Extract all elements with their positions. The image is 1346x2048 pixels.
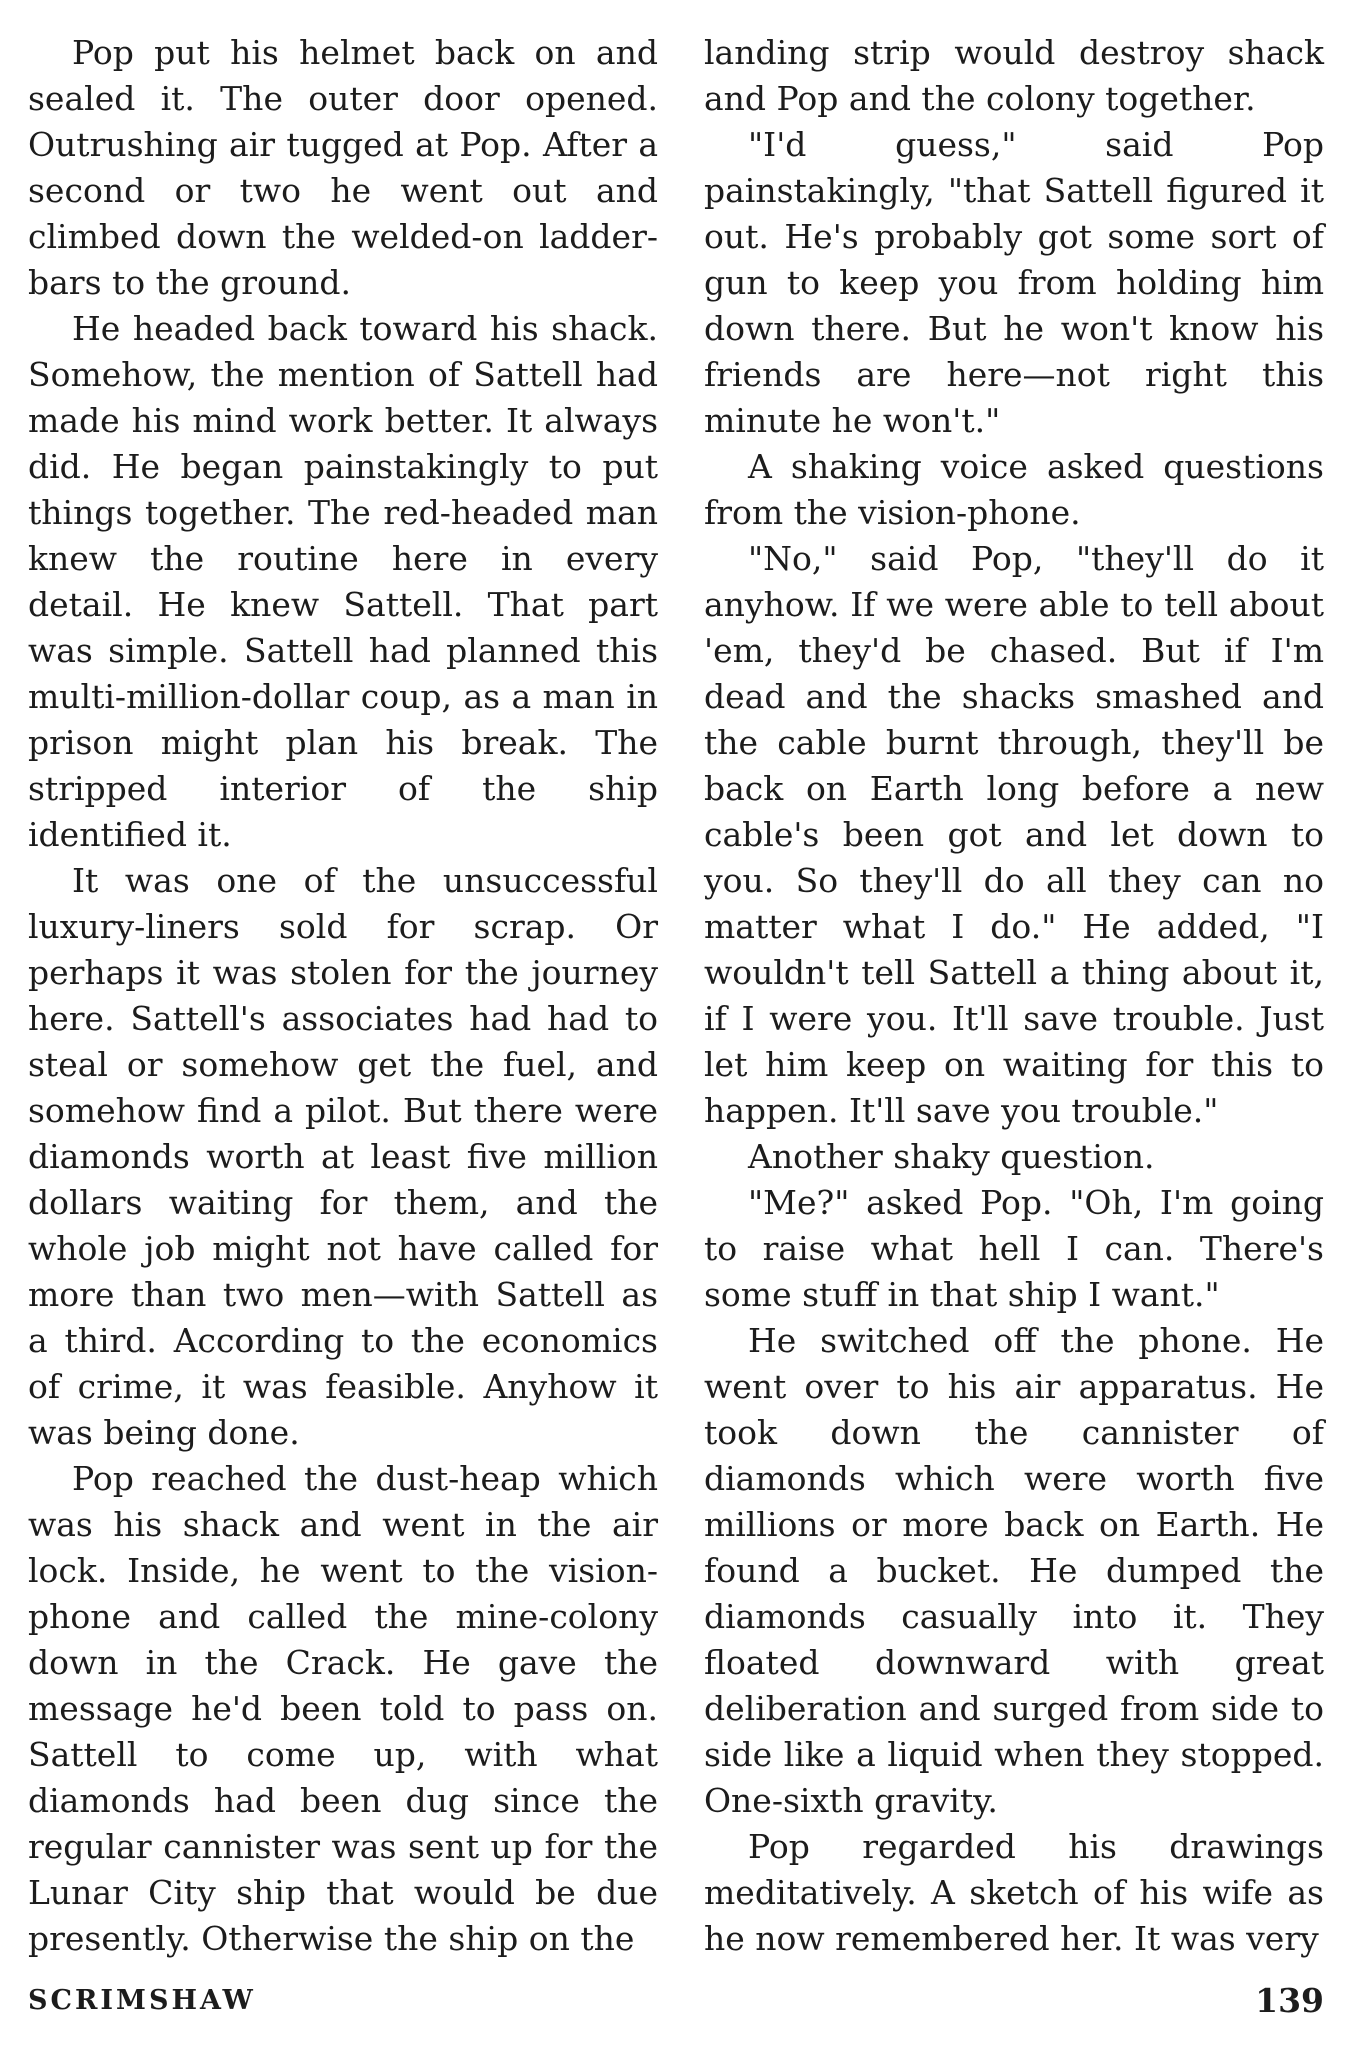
right-column: [704, 30, 1324, 1962]
paragraph: Pop put his helmet back on and sealed it. The outer door opened. Outrushing air tugged at Pop. After a second or two he went out and climbed down the welded-on ladder-bars to the ground.: [28, 33, 658, 302]
paragraph: A shaking voice asked questions from the vision-phone.: [704, 447, 1324, 532]
paragraph: He switched off the phone. He went over to his air apparatus. He took down the cannister of diamonds which were worth five millions or more back on Earth. He found a bucket. He dumped the diamonds casually into it. They floated downward with great deliberation and surged from side to side like a liquid when they stopped. One-sixth gravity.: [704, 1321, 1324, 1820]
page-footer: [28, 1981, 1324, 2025]
paragraph: It was one of the unsuccessful luxury-liners sold for scrap. Or perhaps it was stolen for the journey here. Sattell's associates had had to steal or somehow get the fuel, and somehow find a pilot. But there were diamonds worth at least five million dollars waiting for them, and the whole job might not have called for more than two men—with Sattell as a third. According to the economics of crime, it was feasible. Anyhow it was being done.: [28, 861, 658, 1452]
paragraph: He headed back toward his shack. Somehow, the mention of Sattell had made his mind work better. It always did. He began painstakingly to put things together. The red-headed man knew the routine here in every detail. He knew Sattell. That part was simple. Sattell had planned this multi-million-dollar coup, as a man in prison might plan his break. The stripped interior of the ship identified it.: [28, 309, 658, 854]
left-column: [28, 30, 658, 1962]
running-title: SCRIMSHAW: [28, 1985, 256, 2016]
paragraph: "No," said Pop, "they'll do it anyhow. If we were able to tell about 'em, they'd be chased. But if I'm dead and the shacks smashed and the cable burnt through, they'll be back on Earth long before a new cable's been got and let down to you. So they'll do all they can no matter what I do." He added, "I wouldn't tell Sattell a thing about it, if I were you. It'll save trouble. Just let him keep on waiting for this to happen. It'll save you trouble.": [704, 539, 1324, 1130]
paragraph: Pop reached the dust-heap which was his shack and went in the air lock. Inside, he went to the vision-phone and called the mine-colony down in the Crack. He gave the message he'd been told to pass on. Sattell to come up, with what diamonds had been dug since the regular cannister was sent up for the Lunar City ship that would be due presently. Otherwise the ship on the: [28, 1459, 658, 1958]
paragraph: "Me?" asked Pop. "Oh, I'm going to raise what hell I can. There's some stuff in that ship I want.": [704, 1183, 1324, 1314]
paragraph-continuation: landing strip would destroy shack and Pop and the colony together.: [704, 33, 1324, 118]
paragraph: "I'd guess," said Pop painstakingly, "that Sattell figured it out. He's probably got some sort of gun to keep you from holding him down there. But he won't know his friends are here—not right this minute he won't.": [704, 125, 1324, 440]
paragraph: Pop regarded his drawings meditatively. A sketch of his wife as he now remembered her. It was very: [704, 1827, 1324, 1958]
page-number: 139: [1255, 1981, 1324, 2020]
paragraph: Another shaky question.: [748, 1137, 1155, 1176]
